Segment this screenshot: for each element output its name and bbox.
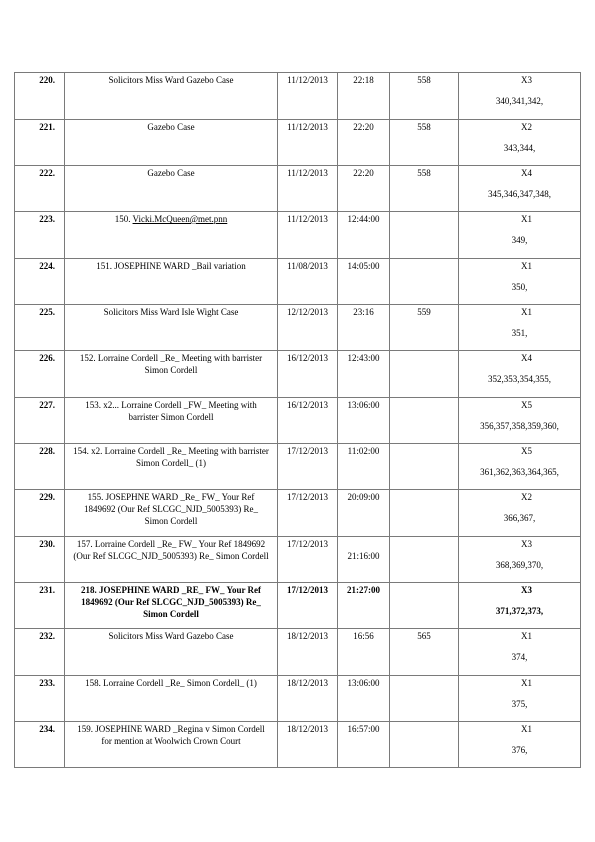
row-description: 152. Lorraine Cordell _Re_ Meeting with barrister Simon Cordell — [65, 351, 278, 398]
row-page-count-cell — [459, 73, 581, 120]
table-row — [15, 722, 581, 768]
row-time: 21:16:00 — [338, 537, 390, 583]
row-number: 232. — [15, 629, 65, 676]
table-row — [15, 305, 581, 351]
table-row — [15, 537, 581, 583]
row-description: 154. x2. Lorraine Cordell _Re_ Meeting with barrister Simon Cordell_ (1) — [65, 444, 278, 490]
row-date: 18/12/2013 — [278, 722, 338, 768]
table-row — [15, 120, 581, 166]
page-numbers: 356,357,358,359,360, — [480, 421, 559, 431]
row-number: 224. — [15, 259, 65, 305]
row-date: 12/12/2013 — [278, 305, 338, 351]
page-count: X5 — [521, 446, 532, 456]
page-count: X1 — [521, 214, 532, 224]
row-date: 11/12/2013 — [278, 73, 338, 120]
row-number: 234. — [15, 722, 65, 768]
row-description: 158. Lorraine Cordell _Re_ Simon Cordell_ (1) — [65, 676, 278, 722]
row-page-ref — [390, 583, 459, 629]
row-description: Solicitors Miss Ward Gazebo Case — [65, 73, 278, 120]
row-number: 223. — [15, 212, 65, 259]
row-page-count-cell — [459, 259, 581, 305]
row-time: 22:18 — [338, 73, 390, 120]
page-count: X1 — [521, 261, 532, 271]
row-number: 222. — [15, 166, 65, 212]
row-time: 22:20 — [338, 120, 390, 166]
page-numbers: 371,372,373, — [495, 606, 544, 616]
page-count: X3 — [521, 75, 532, 85]
row-page-ref: 558 — [390, 73, 459, 120]
page-count: X1 — [521, 631, 532, 641]
row-number: 231. — [15, 583, 65, 629]
row-time: 16:56 — [338, 629, 390, 676]
row-description: Gazebo Case — [65, 120, 278, 166]
table-row — [15, 166, 581, 212]
table-row — [15, 583, 581, 629]
page-count: X2 — [521, 492, 532, 502]
row-page-count-cell — [459, 629, 581, 676]
row-time: 12:44:00 — [338, 212, 390, 259]
page-count: X4 — [521, 353, 532, 363]
page-count: X4 — [521, 168, 532, 178]
page-count: X3 — [521, 585, 532, 595]
row-description: 159. JOSEPHINE WARD _Regina v Simon Cordell for mention at Woolwich Crown Court — [65, 722, 278, 768]
row-number: 230. — [15, 537, 65, 583]
row-page-ref — [390, 212, 459, 259]
row-date: 18/12/2013 — [278, 676, 338, 722]
row-page-ref: 558 — [390, 120, 459, 166]
table-row — [15, 490, 581, 537]
page-numbers: 349, — [511, 235, 528, 245]
row-number: 221. — [15, 120, 65, 166]
row-time: 11:02:00 — [338, 444, 390, 490]
row-page-count-cell — [459, 583, 581, 629]
row-date: 16/12/2013 — [278, 351, 338, 398]
row-description: 155. JOSEPHNE WARD _Re_ FW_ Your Ref 1849692 (Our Ref SLCGC_NJD_5005393) Re_ Simon Cordell — [65, 490, 278, 537]
row-number: 225. — [15, 305, 65, 351]
table-row — [15, 351, 581, 398]
row-page-ref: 565 — [390, 629, 459, 676]
correspondence-log-table — [14, 72, 581, 768]
row-page-count-cell — [459, 537, 581, 583]
row-date: 11/12/2013 — [278, 212, 338, 259]
row-page-count-cell — [459, 722, 581, 768]
table-row — [15, 212, 581, 259]
row-description: Gazebo Case — [65, 166, 278, 212]
page-count: X5 — [521, 400, 532, 410]
row-page-count-cell — [459, 120, 581, 166]
page-numbers: 361,362,363,364,365, — [480, 467, 559, 477]
row-description: Solicitors Miss Ward Isle Wight Case — [65, 305, 278, 351]
row-description: Solicitors Miss Ward Gazebo Case — [65, 629, 278, 676]
row-page-ref: 559 — [390, 305, 459, 351]
row-date: 11/12/2013 — [278, 120, 338, 166]
description-prefix: 150. — [114, 214, 133, 224]
row-description: 218. JOSEPHINE WARD _RE_ FW_ Your Ref 1849692 (Our Ref SLCGC_NJD_5005393) Re_ Simon Cordell — [65, 583, 278, 629]
row-time: 21:27:00 — [338, 583, 390, 629]
row-page-ref — [390, 351, 459, 398]
row-date: 17/12/2013 — [278, 537, 338, 583]
row-date: 16/12/2013 — [278, 398, 338, 444]
page-count: X1 — [521, 307, 532, 317]
page-count: X2 — [521, 122, 532, 132]
row-page-ref — [390, 444, 459, 490]
email-link[interactable]: Vicki.McQueen@met.pnn — [132, 214, 228, 224]
page-count: X1 — [521, 678, 532, 688]
page-numbers: 352,353,354,355, — [488, 374, 551, 384]
row-page-count-cell — [459, 212, 581, 259]
table-row — [15, 398, 581, 444]
row-time: 23:16 — [338, 305, 390, 351]
row-date: 17/12/2013 — [278, 490, 338, 537]
page-count: X1 — [521, 724, 532, 734]
row-time: 14:05:00 — [338, 259, 390, 305]
page-numbers: 366,367, — [503, 513, 536, 523]
row-number: 220. — [15, 73, 65, 120]
row-number: 226. — [15, 351, 65, 398]
row-page-ref — [390, 490, 459, 537]
row-date: 18/12/2013 — [278, 629, 338, 676]
row-page-count-cell — [459, 398, 581, 444]
row-date: 17/12/2013 — [278, 583, 338, 629]
page-numbers: 340,341,342, — [495, 96, 544, 106]
table-row — [15, 73, 581, 120]
table-row — [15, 676, 581, 722]
row-description: 153. x2... Lorraine Cordell _FW_ Meeting with barrister Simon Cordell — [65, 398, 278, 444]
page-count: X3 — [521, 539, 532, 549]
row-date: 17/12/2013 — [278, 444, 338, 490]
row-number: 227. — [15, 398, 65, 444]
table-body — [15, 73, 581, 768]
row-time: 16:57:00 — [338, 722, 390, 768]
row-time: 13:06:00 — [338, 676, 390, 722]
row-time: 13:06:00 — [338, 398, 390, 444]
row-description: 157. Lorraine Cordell _Re_ FW_ Your Ref 1849692 (Our Ref SLCGC_NJD_5005393) Re_ Simon Cordell — [65, 537, 278, 583]
page-numbers: 374, — [511, 652, 528, 662]
page-numbers: 375, — [511, 699, 528, 709]
page-numbers: 351, — [511, 328, 528, 338]
row-description — [65, 212, 278, 259]
row-date: 11/12/2013 — [278, 166, 338, 212]
row-description: 151. JOSEPHINE WARD _Bail variation — [65, 259, 278, 305]
row-page-count-cell — [459, 444, 581, 490]
row-number: 233. — [15, 676, 65, 722]
page-numbers: 376, — [511, 745, 528, 755]
row-page-count-cell — [459, 490, 581, 537]
page-numbers: 343,344, — [503, 143, 536, 153]
row-page-count-cell — [459, 351, 581, 398]
table-row — [15, 629, 581, 676]
row-page-ref — [390, 259, 459, 305]
row-page-count-cell — [459, 166, 581, 212]
table-row — [15, 444, 581, 490]
row-number: 229. — [15, 490, 65, 537]
row-time: 12:43:00 — [338, 351, 390, 398]
row-page-count-cell — [459, 305, 581, 351]
row-time: 22:20 — [338, 166, 390, 212]
row-date: 11/08/2013 — [278, 259, 338, 305]
page-numbers: 350, — [511, 282, 528, 292]
row-page-ref: 558 — [390, 166, 459, 212]
page-numbers: 368,369,370, — [495, 560, 544, 570]
row-time: 20:09:00 — [338, 490, 390, 537]
row-page-ref — [390, 537, 459, 583]
row-number: 228. — [15, 444, 65, 490]
row-page-ref — [390, 398, 459, 444]
page-numbers: 345,346,347,348, — [488, 189, 551, 199]
row-page-ref — [390, 676, 459, 722]
row-page-ref — [390, 722, 459, 768]
table-row — [15, 259, 581, 305]
row-page-count-cell — [459, 676, 581, 722]
